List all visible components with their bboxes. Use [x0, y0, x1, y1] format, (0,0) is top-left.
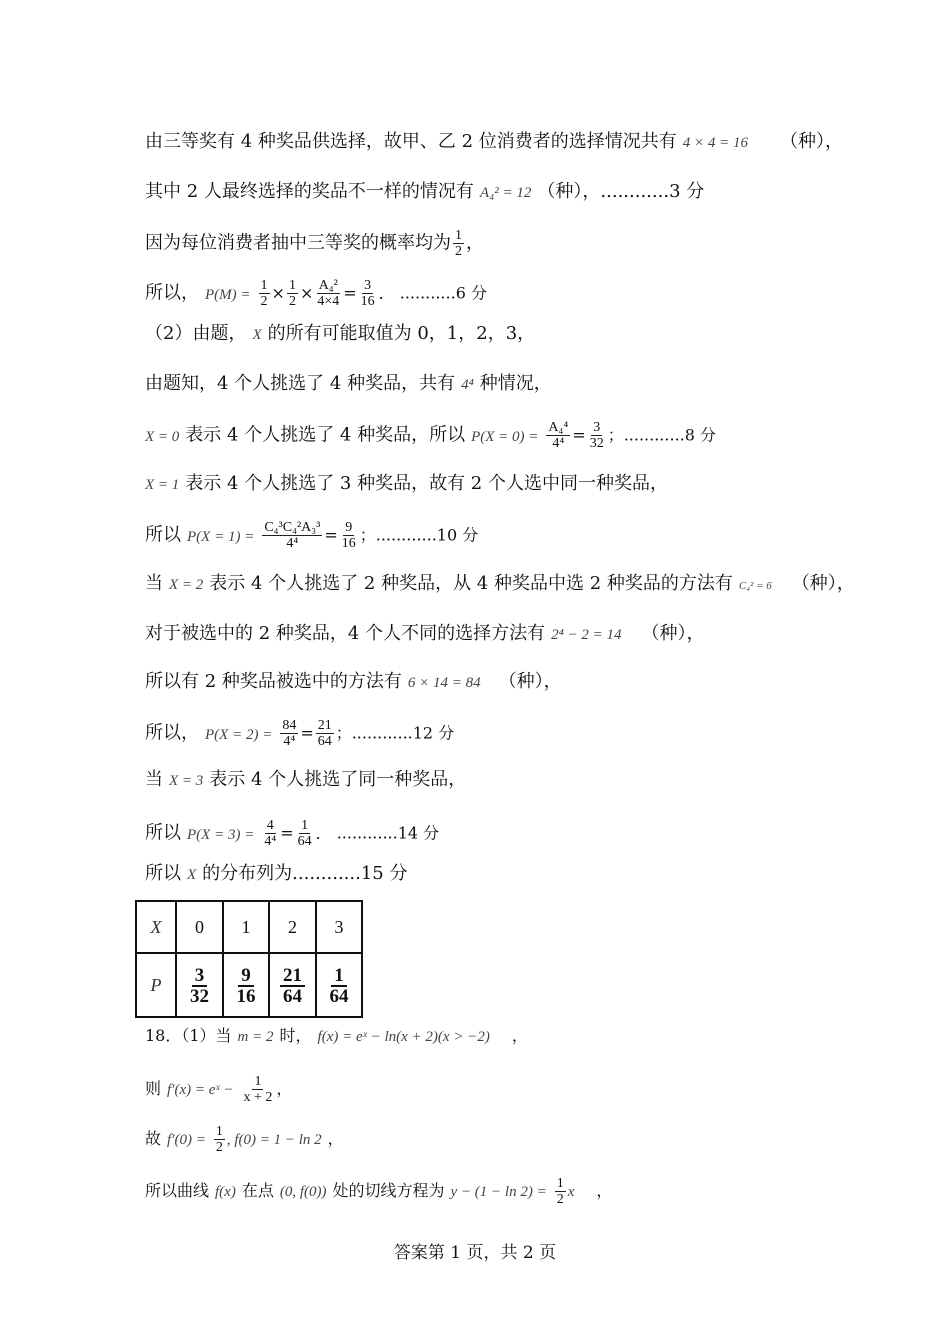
line-17: 18．（1）当 m = 2 时， f(x) = eˣ − ln(x + 2)(x > −2) ， — [145, 1026, 528, 1045]
line-14: 当 X = 3 表示 4 个人挑选了同一种奖品， — [145, 769, 467, 790]
line-8: X = 1 表示 4 个人挑选了 3 种奖品，故有 2 个人选中同一种奖品， — [145, 473, 668, 494]
page-footer: 答案第 1 页，共 2 页 — [393, 1243, 557, 1263]
distribution-table — [135, 900, 363, 1018]
table-header-cell: P — [136, 953, 176, 1017]
line-13: 所以， P(X = 2) = $\frac{84}{\text{4⁴}}$ = $\frac{21}{64}$ ；............12 分 — [145, 718, 455, 749]
table-cell: 2 — [269, 901, 316, 953]
line-4: 所以， P(M) = $\frac{1}{2}$ × $\frac{1}{2}$ × $\frac{\text{A₄²}}{4\times 4}$ = $\frac{3}{16}$ ． ...........6 分 — [145, 278, 487, 309]
table-header-cell: X — [136, 901, 176, 953]
line-7: X = 0 表示 4 个人挑选了 4 种奖品，所以 P(X = 0) = $\frac{\text{A₄⁴}}{\text{4⁴}}$ = $\frac{3}{32}$ ；............8 分 — [145, 420, 716, 451]
line-5: （2）由题， X 的所有可能取值为 0，1，2，3， — [145, 323, 536, 344]
table-cell: $\frac{9}{16}$ — [223, 953, 269, 1017]
table-cell: 3 — [316, 901, 362, 953]
table-cell: $\frac{1}{64}$ — [316, 953, 362, 1017]
line-15: 所以 P(X = 3) = $\frac{4}{\text{4⁴}}$ = $\frac{1}{64}$ ． ............14 分 — [145, 818, 440, 849]
line-20: 所以曲线 f(x) 在点 (0, f(0)) 处的切线方程为 y − (1 − ln 2) = $\frac{1}{2}$ x ， — [145, 1176, 613, 1207]
line-6: 由题知，4 个人挑选了 4 种奖品，共有 4⁴ 种情况， — [145, 373, 552, 394]
line-19: 故 f′(0) = $\frac{1}{2}$ , f(0) = 1 − ln 2 ， — [145, 1124, 344, 1155]
table-cell: $\frac{3}{32}$ — [176, 953, 223, 1017]
line-11: 对于被选中的 2 种奖品，4 个人不同的选择方法有 2⁴ − 2 = 14 （种）， — [145, 623, 705, 644]
table-cell: 0 — [176, 901, 223, 953]
line-12: 所以有 2 种奖品被选中的方法有 6 × 14 = 84 （种）， — [145, 671, 562, 692]
line-16: 所以 X 的分布列为............15 分 — [145, 863, 408, 884]
line-2: 其中 2 人最终选择的奖品不一样的情况有 A₄² = 12 （种），............3 分 — [145, 181, 705, 202]
table-cell: $\frac{21}{64}$ — [269, 953, 316, 1017]
line-3: 因为每位消费者抽中三等奖的概率均为 $\frac{1}{2}$ ， — [145, 228, 484, 259]
table-cell: 1 — [223, 901, 269, 953]
line-1: 由三等奖有 4 种奖品供选择，故甲、乙 2 位消费者的选择情况共有 4 × 4 = 16 （种）， — [145, 131, 844, 152]
table-row — [136, 901, 362, 953]
table-row — [136, 953, 362, 1017]
line-18: 则 f′(x) = eˣ − $\frac{1}{x + 2}$ ， — [145, 1074, 293, 1105]
line-10: 当 X = 2 表示 4 个人挑选了 2 种奖品，从 4 种奖品中选 2 种奖品的方法有 C₄² = 6 （种）， — [145, 573, 855, 594]
line-9: 所以 P(X = 1) = $\frac{\text{C₄³C₄²A₃³}}{\text{4⁴}}$ = $\frac{9}{16}$ ；............10 分 — [145, 520, 479, 551]
